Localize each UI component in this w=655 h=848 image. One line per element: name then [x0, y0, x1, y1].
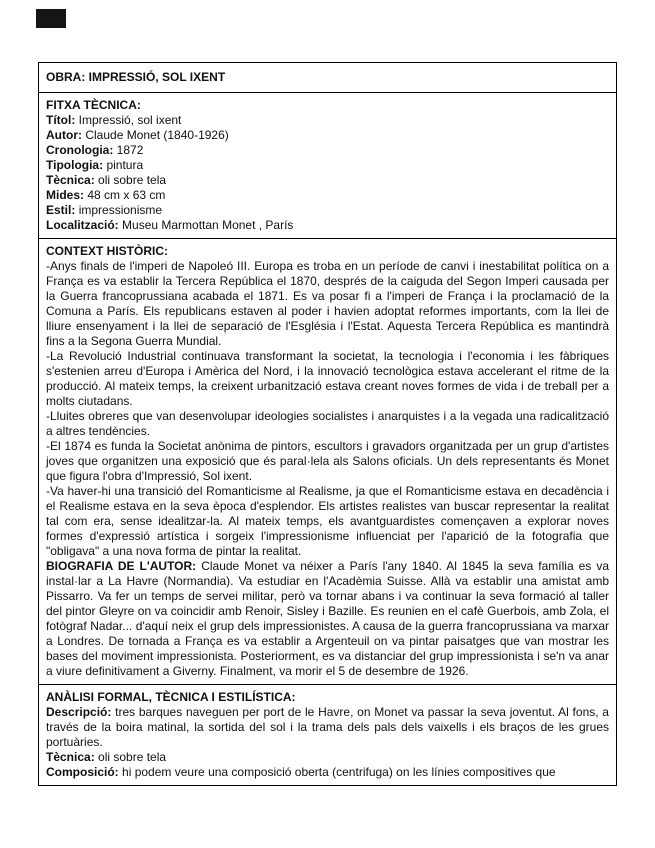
field-label: Títol:: [46, 113, 76, 127]
field-label: Autor:: [46, 128, 82, 142]
fitxa-field-mides: [46, 188, 609, 203]
field-value: Museu Marmottan Monet , París: [122, 218, 294, 232]
analisi-field-descripcio: [46, 705, 609, 750]
context-paragraph-3: -Lluites obreres que van desenvolupar ideologies socialistes i anarquistes i a la vegada una radicalització a altres tendències.: [46, 409, 609, 438]
fitxa-field-titol: [46, 113, 609, 128]
field-label: Tècnica:: [46, 173, 95, 187]
analisi-title: ANÀLISI FORMAL, TÈCNICA I ESTILÍSTICA:: [46, 690, 296, 704]
fitxa-field-tecnica: [46, 173, 609, 188]
field-label: Descripció:: [46, 705, 112, 719]
fitxa-title: FITXA TÈCNICA:: [46, 98, 141, 112]
fitxa-field-autor: [46, 128, 609, 143]
field-value: hi podem veure una composició oberta (centrifuga) on les línies compositives que: [122, 765, 556, 779]
field-value: tres barques naveguen per port de le Havre, on Monet va passar la seva joventut. Al fons, a través de la boira matinal, la sortida del sol i la trama dels pals dels vaixells i els braços de les grues portuàries.: [46, 705, 609, 749]
fitxa-field-estil: [46, 203, 609, 218]
field-label: Cronologia:: [46, 143, 114, 157]
context-paragraph-2: -La Revolució Industrial continuava transformant la societat, la tecnologia i l'economia i les fàbriques s'estenien arreu d'Europa i Amèrica del Nord, i la innovació tecnològica estava accelerant el ritme de la producció. Al mateix temps, la creixent urbanització estava creant noves formes de vida i de treball per a molts ciutadans.: [46, 349, 609, 408]
artwork-info-table: [38, 62, 617, 786]
context-paragraph-5: -Va haver-hi una transició del Romanticisme al Realisme, ja que el Romanticisme estava en decadència i el Realisme estava en la seva època d'esplendor. Els artistes realistes van buscar representar la realitat tal com era, sense idealitzar-la. Al mateix temps, els avantguardistes començaven a explorar noves formes d'expressió artística i sorgeix l'impressionisme influenciat per l'aparició de la fotografia que "obligava" a una nova forma de pintar la realitat.: [46, 484, 609, 558]
field-value: 1872: [116, 143, 144, 157]
context-paragraph-1: -Anys finals de l'imperi de Napoleó III. Europa es troba en un període de canvi i inestabilitat política on a França es va establir la Tercera República el 1870, després de la caiguda del Segon Imperi causada per la Guerra francoprussiana acabada el 1871. Es va posar fi a l'imperi de França i la proclamació de la Comuna a París. Els republicans estaven al poder i havien adoptat reformes importants, com la llei de lliure ensenyament i la llei de separació de l'Església i l'Estat. Aquesta Tercera República es mantindrà fins a la Segona Guerra Mundial.: [46, 259, 609, 348]
obra-label: OBRA:: [46, 70, 86, 84]
fitxa-field-cronologia: [46, 143, 609, 158]
fitxa-field-localitzacio: [46, 218, 609, 233]
obra-header-row: [39, 63, 616, 93]
analisi-field-tecnica: [46, 750, 609, 765]
fitxa-tecnica-section: [39, 93, 616, 239]
field-label: Estil:: [46, 203, 76, 217]
field-value: Impressió, sol ixent: [78, 113, 182, 127]
field-label: Mides:: [46, 188, 85, 202]
context-paragraph-4: -El 1874 es funda la Societat anònima de pintors, escultors i gravadors organitzada per un grup d'artistes joves que organitzen una exposició que és paral·lela als Salons oficials. Un dels representants és Monet que figura l'obra d'Impressió, Sol ixent.: [46, 439, 609, 483]
biografia-text: Claude Monet va néixer a París l'any 1840. Al 1845 la seva família es va instal·lar a La Havre (Normandia). Va estudiar en l'Acadèmia Suisse. Allà va establir una amistat amb Pissarro. Va fer un temps de servei militar, però va tornar abans i va continuar la seva formació al taller del pintor Gleyre on va coincidir amb Renoir, Sisley i Bazille. Es reunien en el cafè Guerbois, amb Zola, el fotògraf Nadar... d'aquí neix el grup dels impressionistes. A causa de la guerra francoprussiana va marxar a Londres. De tornada a França es va establir a Argenteuil on va pintar paisatges que van mostrar les bases del moviment impressionista. Posteriorment, es va distanciar del grup impressionista i se'n va anar a viure definitivament a Giverny. Finalment, va morir el 5 de desembre de 1926.: [46, 559, 609, 678]
field-value: 48 cm x 63 cm: [87, 188, 166, 202]
analisi-section: [39, 685, 616, 785]
biografia-label: BIOGRAFIA DE L'AUTOR:: [46, 559, 197, 573]
obra-value: IMPRESSIÓ, SOL IXENT: [88, 70, 226, 84]
field-label: Tipologia:: [46, 158, 104, 172]
scan-corner-mark: [36, 9, 66, 28]
field-value: impressionisme: [78, 203, 163, 217]
context-title: CONTEXT HISTÒRIC:: [46, 244, 168, 258]
field-value: oli sobre tela: [98, 750, 167, 764]
field-label: Localització:: [46, 218, 119, 232]
field-value: pintura: [106, 158, 144, 172]
context-historic-section: [39, 239, 616, 685]
biografia-paragraph: [46, 559, 609, 679]
field-label: Tècnica:: [46, 750, 95, 764]
field-label: Composició:: [46, 765, 119, 779]
fitxa-field-tipologia: [46, 158, 609, 173]
field-value: oli sobre tela: [98, 173, 167, 187]
field-value: Claude Monet (1840-1926): [85, 128, 229, 142]
analisi-field-composicio: [46, 765, 609, 780]
